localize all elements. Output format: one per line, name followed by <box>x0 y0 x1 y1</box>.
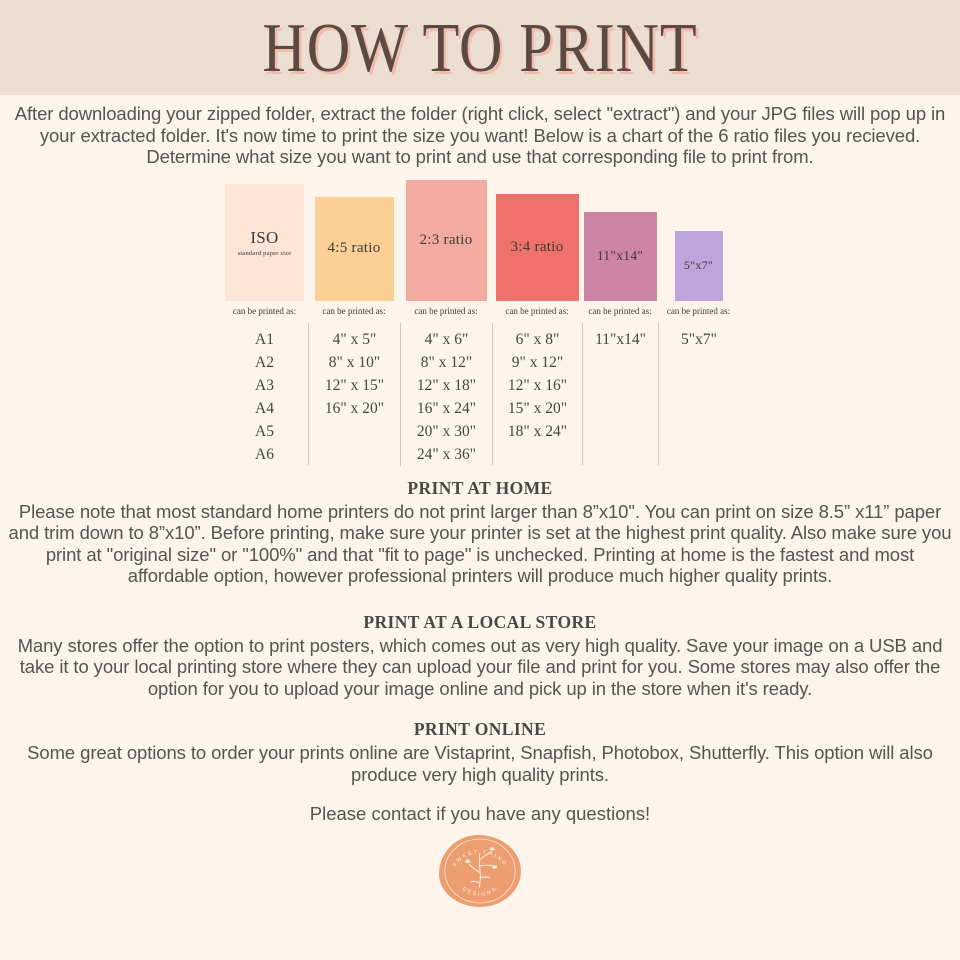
ratio-card-label: 11"x14" <box>596 248 644 263</box>
flower-left <box>465 859 470 863</box>
logo-arc-top-text: SWEET THING <box>451 849 509 868</box>
ratio-column-2x3 <box>400 179 492 466</box>
ratio-column-11x14 <box>582 179 658 466</box>
size-item: A3 <box>255 376 274 394</box>
size-item: 16" x 24" <box>416 399 477 417</box>
ratio-card-iso <box>225 184 304 301</box>
ratio-card-2x3 <box>406 180 487 301</box>
section-body-print-at-home: Please note that most standard home printers do not print larger than 8”x10". You can print on size 8.5” x11” paper and trim down to 8”x10”. Before printing, make sure your printer is set at the highest print quality. Also make sure you print at "original size" or "100%" and that "fit to page" is unchecked. Printing at home is the fastest and most affordable option, however professional printers will produce much higher quality prints. <box>8 500 952 586</box>
size-item: A2 <box>255 353 274 371</box>
size-item: 15" x 20" <box>507 399 568 417</box>
header-band <box>0 0 960 95</box>
ratio-card-5x7 <box>675 231 723 301</box>
section-body-print-online: Some great options to order your prints online are Vistaprint, Snapfish, Photobox, Shutterfly. This option will also produce very high quality prints. <box>27 742 933 785</box>
size-item: 5"x7" <box>681 330 717 348</box>
size-item: 12" x 15" <box>324 376 385 394</box>
printed-as-label: can be printed as: <box>505 305 569 316</box>
size-list <box>221 323 308 466</box>
ratio-chart <box>221 179 739 466</box>
size-item: 6" x 8" <box>515 330 560 348</box>
size-list <box>400 323 492 466</box>
size-item: 12" x 16" <box>507 376 568 394</box>
contact-line: Please contact if you have any questions! <box>309 803 651 824</box>
section-heading-print-at-home: PRINT AT HOME <box>407 477 553 498</box>
brand-logo <box>439 835 521 907</box>
ratio-card-label: 4:5 ratio <box>327 240 381 256</box>
size-item: 4" x 5" <box>332 330 377 348</box>
section-body-local-store: Many stores offer the option to print posters, which comes out as very high quality. Save your image on a USB and take it to your local printing store where they can upload your file and print for you. Some stores may also offer the option for you to upload your image online and pick up in the store when it's ready. <box>17 634 943 699</box>
size-list <box>658 323 739 465</box>
printed-as-label: can be printed as: <box>232 305 297 316</box>
size-item: 24" x 36" <box>416 445 477 463</box>
size-item: 9" x 12" <box>511 353 564 371</box>
size-item: 8" x 12" <box>420 353 473 371</box>
size-item: 18" x 24" <box>507 422 568 440</box>
size-item: A1 <box>255 330 274 348</box>
size-item: 8" x 10" <box>328 353 381 371</box>
printed-as-label: can be printed as: <box>322 305 386 316</box>
size-item: 11"x14" <box>595 330 646 348</box>
size-list <box>582 323 658 465</box>
ratio-card-4x5 <box>315 197 394 301</box>
ratio-card-label: ISO <box>250 227 279 247</box>
size-list <box>308 323 400 465</box>
page-title: HOW TO PRINT <box>262 9 698 87</box>
printed-as-label: can be printed as: <box>414 305 478 316</box>
svg-text:DESIGNS <box>461 885 499 897</box>
section-heading-print-online: PRINT ONLINE <box>413 719 547 739</box>
printed-as-label: can be printed as: <box>666 305 731 316</box>
ratio-card-3x4 <box>496 194 579 301</box>
ratio-card-label: 3:4 ratio <box>510 238 564 255</box>
size-item: 16" x 20" <box>324 399 385 417</box>
logo-graphic <box>439 835 521 907</box>
logo-arc-bottom-text: DESIGNS <box>461 885 499 898</box>
printed-as-label: can be printed as: <box>588 305 652 316</box>
ratio-column-3x4 <box>492 179 582 466</box>
flower-top <box>490 847 495 851</box>
section-heading-local-store: PRINT AT A LOCAL STORE <box>363 611 597 632</box>
size-list <box>492 323 582 465</box>
ratio-column-iso <box>221 179 308 466</box>
size-item: 4" x 6" <box>424 330 469 348</box>
ratio-column-4x5 <box>308 179 400 466</box>
size-item: 12" x 18" <box>416 376 477 394</box>
ratio-card-label: 2:3 ratio <box>419 231 473 248</box>
ratio-card-label: 5"x7" <box>683 258 714 272</box>
ratio-card-sublabel: standard paper size <box>237 249 292 257</box>
size-item: A5 <box>255 422 274 440</box>
ratio-column-5x7 <box>658 179 739 466</box>
size-item: A4 <box>255 399 274 417</box>
ratio-card-11x14 <box>584 212 657 301</box>
size-item: A6 <box>255 445 274 463</box>
flower-right <box>492 865 497 869</box>
size-item: 20" x 30" <box>416 422 477 440</box>
intro-paragraph: After downloading your zipped folder, extract the folder (right click, select "extract") and your JPG files will pop up in your extracted folder. It's now time to print the size you want! Below is a chart of the 6 ratio files you recieved. Determine what size you want to print and use that corresponding file to print from. <box>14 103 946 167</box>
